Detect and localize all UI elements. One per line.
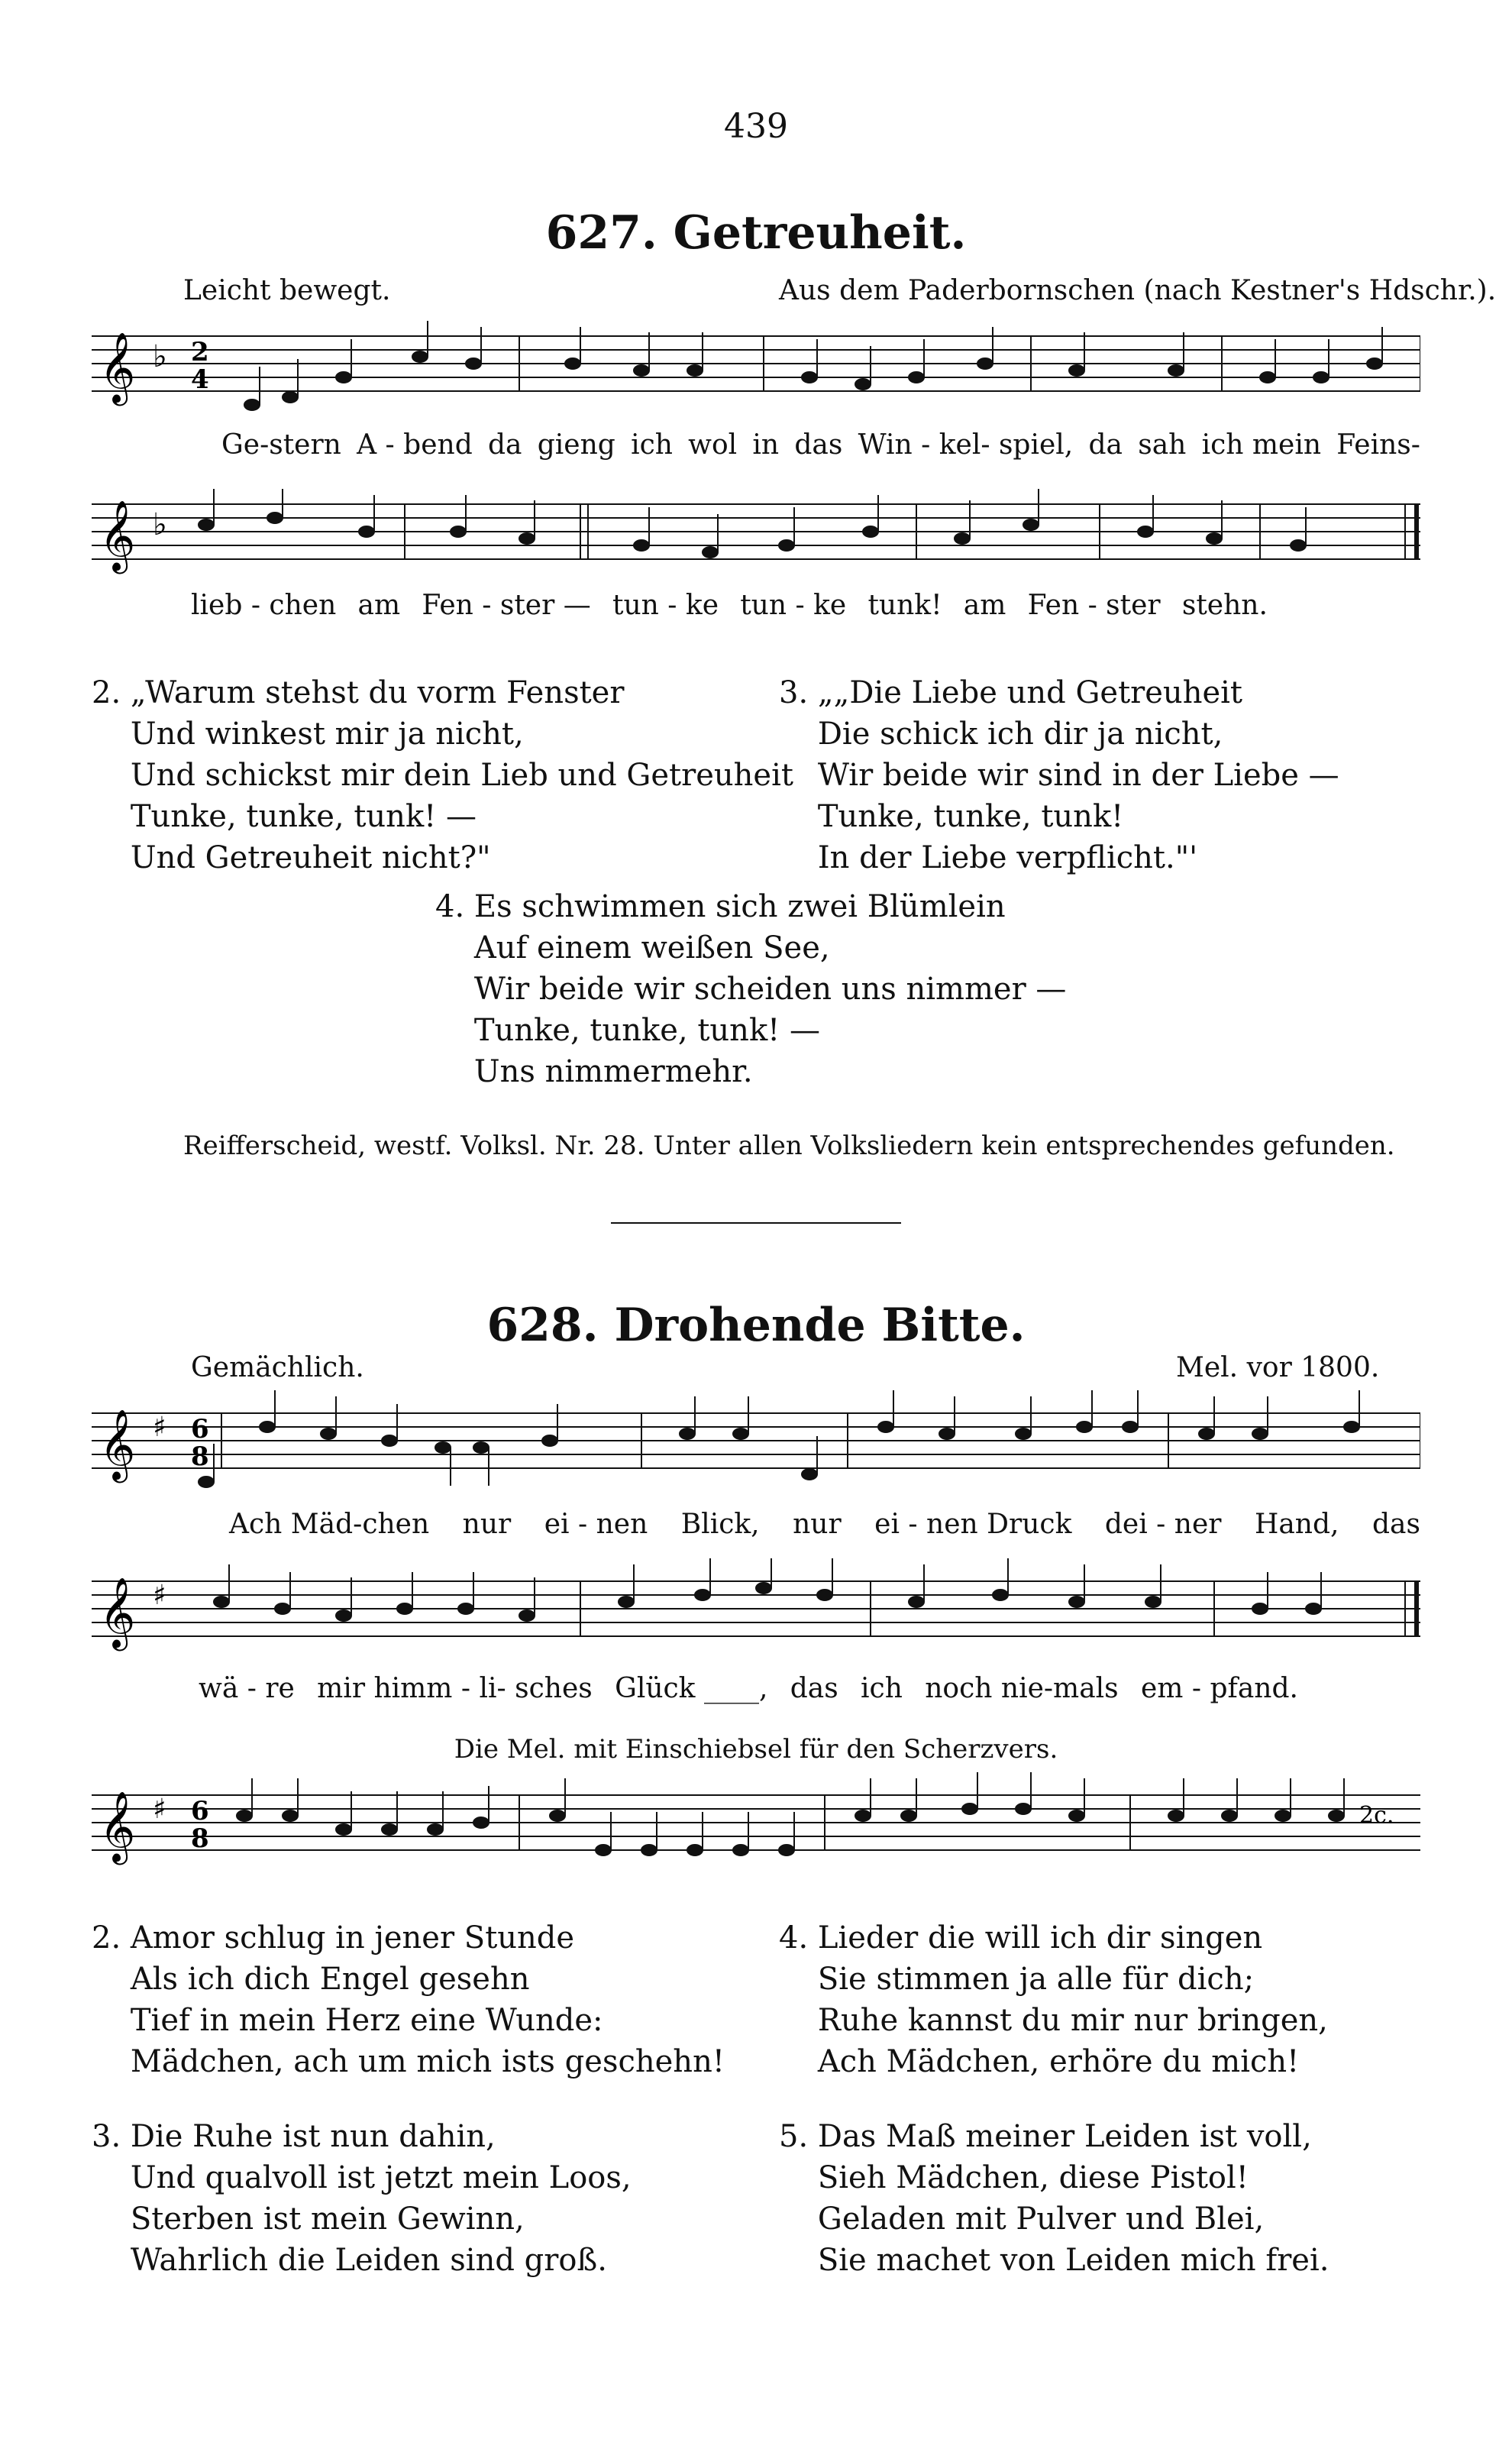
svg-text:2: 2 [191, 337, 209, 367]
page-number: 439 [724, 107, 788, 146]
lyrics-628-2: wä - re mir himm - li- sches Glück ____, das ich noch nie-mals em - pfand. [199, 1673, 1298, 1704]
svg-text:4: 4 [191, 364, 209, 395]
lyrics-627-2: lieb - chen am Fen - ster — tun - ke tun - ke tunk! am Fen - ster stehn. [191, 590, 1268, 621]
music-staff-628-1 [92, 1390, 1420, 1497]
svg-text:♭: ♭ [153, 339, 167, 374]
section-divider [611, 1222, 901, 1224]
source-note-627: Reifferscheid, westf. Volksl. Nr. 28. Unter allen Volksliedern kein entsprechendes gefunden. [183, 1131, 1395, 1161]
lyrics-628-1: Ach Mäd-chen nur ei - nen Blick, nur ei - nen Druck dei - ner Hand, das [229, 1509, 1420, 1540]
verse-627-3: 3. „„Die Liebe und Getreuheit Die schick ich dir ja nicht, Wir beide wir sind in der Liebe — Tunke, tunke, tunk! In der Liebe verpflicht."' [779, 675, 1339, 875]
song-title-627: 627. Getreuheit. [545, 206, 967, 260]
verse-628-4: 4. Lieder die will ich dir singen Sie stimmen ja alle für dich; Ruhe kannst du mir nur bringen, Ach Mädchen, erhöre du mich! [779, 1920, 1328, 2079]
svg-text:𝄞: 𝄞 [99, 1791, 136, 1862]
tempo-marking-628: Gemächlich. [191, 1352, 364, 1383]
svg-text:8: 8 [191, 1441, 209, 1472]
verse-628-2: 2. Amor schlug in jener Stunde Als ich dich Engel gesehn Tief in mein Herz eine Wunde: Mädchen, ach um mich ists geschehn! [92, 1920, 725, 2079]
source-627: Aus dem Paderbornschen (nach Kestner's Hdschr.). [779, 275, 1497, 306]
svg-text:♭: ♭ [153, 507, 167, 542]
source-628: Mel. vor 1800. [1176, 1352, 1380, 1383]
tempo-marking-627: Leicht bewegt. [183, 275, 391, 306]
music-staff-628-2 [92, 1558, 1420, 1658]
music-staff-628-scherz [92, 1772, 1420, 1879]
music-staff-627-1 [92, 321, 1420, 428]
svg-text:𝄞: 𝄞 [99, 1577, 136, 1648]
svg-text:6: 6 [191, 1796, 209, 1826]
verse-628-5: 5. Das Maß meiner Leiden ist voll, Sieh Mädchen, diese Pistol! Geladen mit Pulver und Blei, Sie machet von Leiden mich frei. [779, 2119, 1329, 2278]
svg-text:♯: ♯ [153, 1412, 166, 1443]
lyrics-627-1: Ge-stern A - bend da gieng ich wol in das Win - kel- spiel, da sah ich mein Feins- [221, 429, 1420, 461]
svg-text:♯: ♯ [153, 1794, 166, 1825]
verse-627-4: 4. Es schwimmen sich zwei Blümlein Auf einem weißen See, Wir beide wir scheiden uns nimmer — Tunke, tunke, tunk! — Uns nimmermehr. [435, 889, 1067, 1089]
svg-text:2c.: 2c. [1359, 1802, 1394, 1829]
svg-text:♯: ♯ [153, 1580, 166, 1611]
song-title-628: 628. Drohende Bitte. [486, 1299, 1026, 1352]
music-staff-627-2 [92, 489, 1420, 588]
verse-628-3: 3. Die Ruhe ist nun dahin, Und qualvoll ist jetzt mein Loos, Sterben ist mein Gewinn, Wahrlich die Leiden sind groß. [92, 2119, 632, 2278]
svg-text:𝄞: 𝄞 [99, 500, 136, 571]
verse-627-2: 2. „Warum stehst du vorm Fenster Und winkest mir ja nicht, Und schickst mir dein Lieb und Getreuheit Tunke, tunke, tunk! — Und Getreuheit nicht?" [92, 675, 793, 875]
svg-text:𝄞: 𝄞 [99, 1409, 136, 1480]
scherz-caption: Die Mel. mit Einschiebsel für den Scherzvers. [454, 1734, 1058, 1765]
treble-clef-icon: 𝄞 [99, 332, 136, 403]
svg-text:8: 8 [191, 1823, 209, 1854]
svg-text:6: 6 [191, 1414, 209, 1444]
